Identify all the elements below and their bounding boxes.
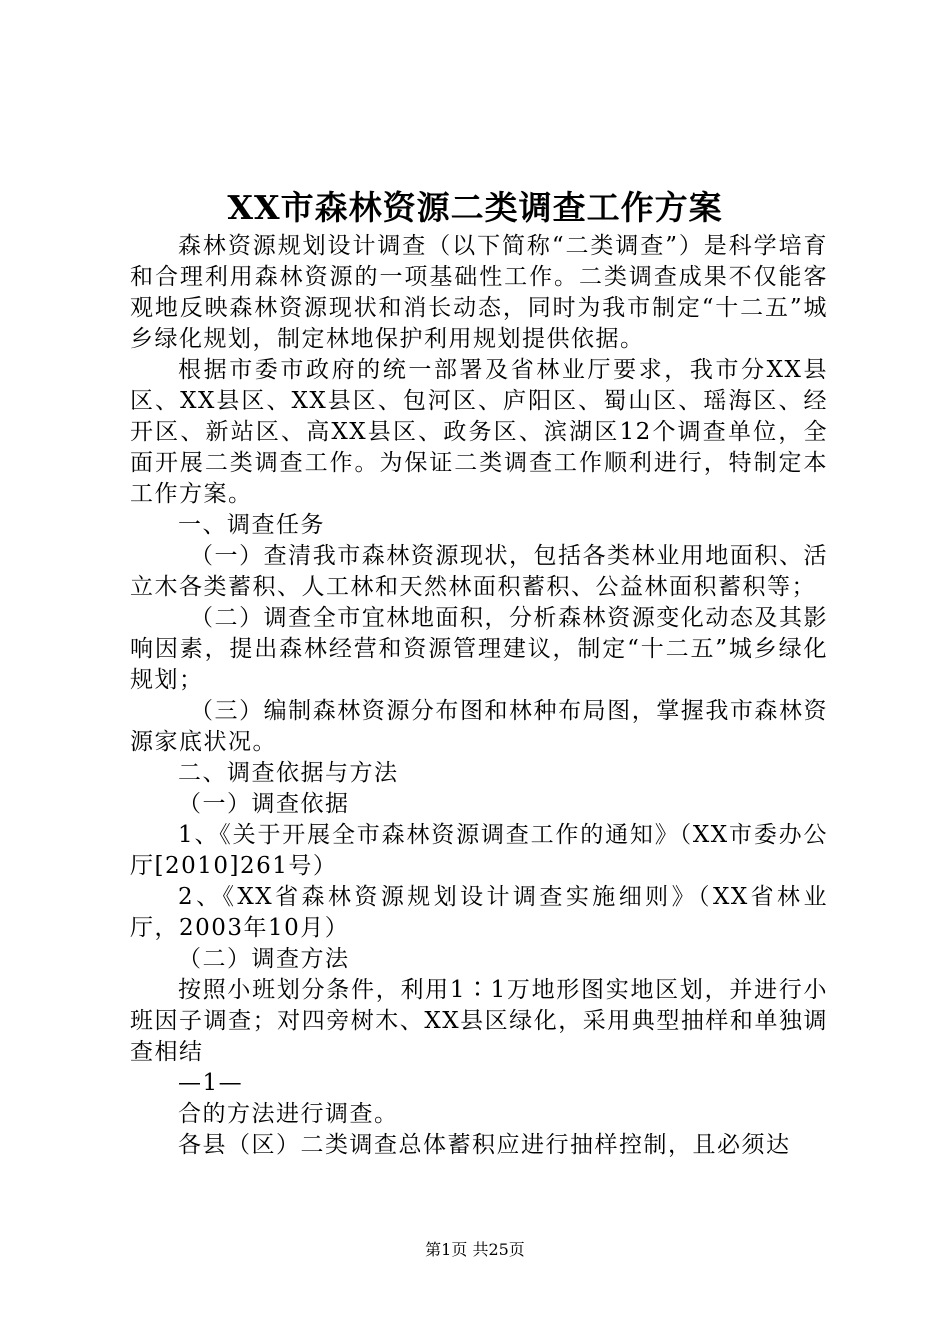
task-item-3: （三）编制森林资源分布图和林种布局图，掌握我市森林资源家底状况。 <box>130 698 828 755</box>
sampling-paragraph: 各县（区）二类调查总体蓄积应进行抽样控制，且必须达 <box>178 1132 791 1158</box>
document-title: XX市森林资源二类调查工作方案 <box>227 188 723 227</box>
method-paragraph: 按照小班划分条件，利用1∶1万地形图实地区划，并进行小班因子调查；对四旁树木、XX县区绿化，采用典型抽样和单独调查相结 <box>130 977 828 1065</box>
document-body <box>130 231 828 1161</box>
inline-page-number: —1— <box>178 1070 244 1096</box>
task-item-2: （二）调查全市宜林地面积，分析森林资源变化动态及其影响因素，提出森林经营和资源管理建议，制定“十二五”城乡绿化规划； <box>130 605 828 693</box>
basis-item-1: 1、《关于开展全市森林资源调查工作的通知》（XX市委办公厅[2010]261号） <box>130 822 828 879</box>
method-continuation: 合的方法进行调查。 <box>178 1101 399 1127</box>
paragraph-deployment: 根据市委市政府的统一部署及省林业厅要求，我市分XX县区、XX县区、XX县区、包河区、庐阳区、蜀山区、瑶海区、经开区、新站区、高XX县区、政务区、滨湖区12个调查单位，全面开展二类调查工作。为保证二类调查工作顺利进行，特制定本工作方案。 <box>130 357 828 507</box>
page-footer: 第1页 共25页 <box>425 1240 525 1259</box>
task-item-1: （一）查清我市森林资源现状，包括各类林业用地面积、活立木各类蓄积、人工林和天然林面积蓄积、公益林面积蓄积等； <box>130 543 828 600</box>
section-heading-basis-method: 二、调查依据与方法 <box>178 760 399 786</box>
subsection-heading-basis: （一）调查依据 <box>178 791 350 817</box>
basis-item-2: 2、《XX省森林资源规划设计调查实施细则》（XX省林业厅，2003年10月） <box>130 884 828 941</box>
paragraph-intro: 森林资源规划设计调查（以下简称“二类调查”）是科学培育和合理利用森林资源的一项基础性工作。二类调查成果不仅能客观地反映森林资源现状和消长动态，同时为我市制定“十二五”城乡绿化规划，制定林地保护利用规划提供依据。 <box>130 233 828 352</box>
section-heading-tasks: 一、调查任务 <box>178 512 325 538</box>
subsection-heading-method: （二）调查方法 <box>178 946 350 972</box>
